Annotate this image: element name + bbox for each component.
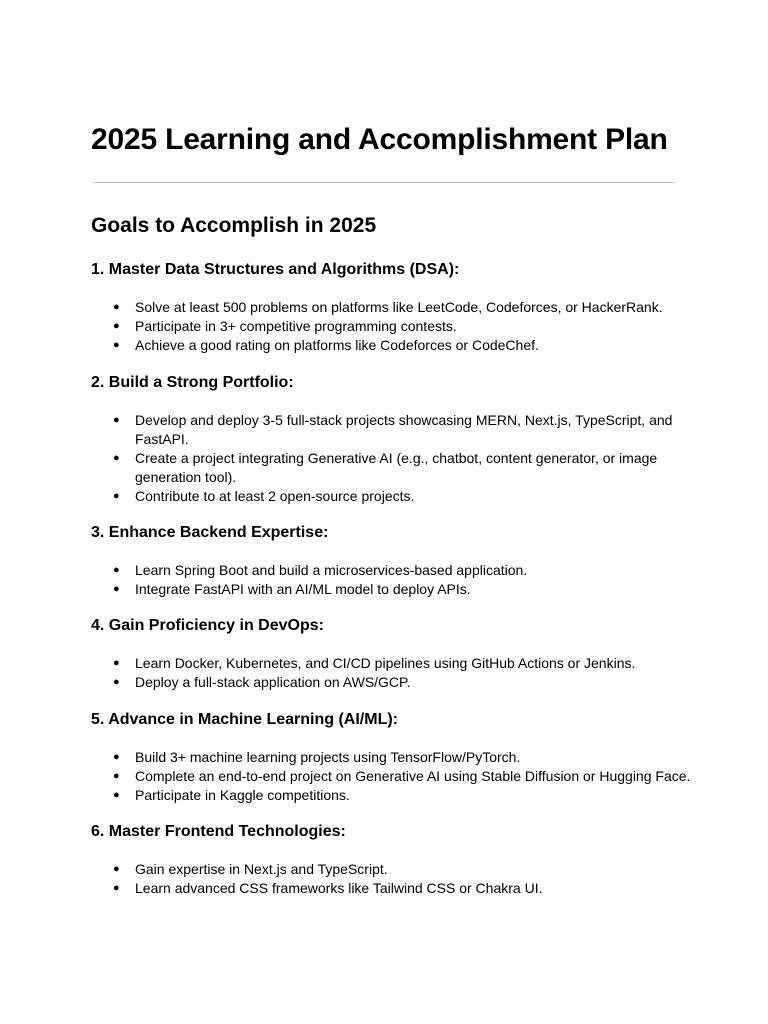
goal-heading: 1. Master Data Structures and Algorithms (DSA): xyxy=(91,261,460,278)
bullet-icon: ● xyxy=(113,751,120,763)
list-item-text: Solve at least 500 problems on platforms like LeetCode, Codeforces, or HackerRank. xyxy=(135,299,663,315)
bullet-icon: ● xyxy=(113,770,120,782)
goal-list xyxy=(91,748,691,805)
document-title: 2025 Learning and Accomplishment Plan xyxy=(91,123,668,156)
goal-list xyxy=(91,561,691,599)
bullet-icon: ● xyxy=(113,789,120,801)
goal-section-devops xyxy=(91,616,691,692)
bullet-icon: ● xyxy=(113,320,120,332)
bullet-icon: ● xyxy=(113,882,120,894)
list-item-text: Integrate FastAPI with an AI/ML model to deploy APIs. xyxy=(135,581,471,597)
goal-section-frontend xyxy=(91,822,691,898)
bullet-icon: ● xyxy=(113,863,120,875)
list-item xyxy=(91,487,695,506)
bullet-icon: ● xyxy=(113,452,120,464)
goal-heading: 6. Master Frontend Technologies: xyxy=(91,823,346,840)
list-item-text: Learn Spring Boot and build a microservices-based application. xyxy=(135,562,528,578)
list-item xyxy=(91,580,695,599)
list-item-text: Complete an end-to-end project on Generative AI using Stable Diffusion or Hugging Face. xyxy=(135,768,691,784)
list-item xyxy=(91,298,695,317)
goal-section-backend xyxy=(91,523,691,599)
list-item-text: Learn advanced CSS frameworks like Tailwind CSS or Chakra UI. xyxy=(135,880,543,896)
bullet-icon: ● xyxy=(113,490,120,502)
list-item xyxy=(91,654,695,673)
list-item-text: Create a project integrating Generative AI (e.g., chatbot, content generator, or image generation tool). xyxy=(135,450,658,485)
goal-heading: 2. Build a Strong Portfolio: xyxy=(91,374,294,391)
goal-section-ml xyxy=(91,710,691,805)
list-item-text: Participate in Kaggle competitions. xyxy=(135,787,350,803)
list-item-text: Contribute to at least 2 open-source projects. xyxy=(135,488,415,504)
list-item-text: Learn Docker, Kubernetes, and CI/CD pipelines using GitHub Actions or Jenkins. xyxy=(135,655,636,671)
section-title: Goals to Accomplish in 2025 xyxy=(91,214,377,237)
list-item xyxy=(91,748,695,767)
goal-list xyxy=(91,654,691,692)
list-item xyxy=(91,561,695,580)
goal-list xyxy=(91,860,691,898)
goal-section-portfolio xyxy=(91,373,691,506)
title-divider xyxy=(94,182,674,183)
list-item-text: Develop and deploy 3-5 full-stack projects showcasing MERN, Next.js, TypeScript, and FastAPI. xyxy=(135,412,673,447)
bullet-icon: ● xyxy=(113,301,120,313)
goal-heading: 5. Advance in Machine Learning (AI/ML): xyxy=(91,711,398,728)
list-item xyxy=(91,317,695,336)
list-item xyxy=(91,860,695,879)
bullet-icon: ● xyxy=(113,414,120,426)
goal-list xyxy=(91,298,691,355)
goal-heading: 4. Gain Proficiency in DevOps: xyxy=(91,617,324,634)
list-item-text: Build 3+ machine learning projects using TensorFlow/PyTorch. xyxy=(135,749,521,765)
list-item-text: Deploy a full-stack application on AWS/GCP. xyxy=(135,674,411,690)
bullet-icon: ● xyxy=(113,339,120,351)
bullet-icon: ● xyxy=(113,564,120,576)
goal-heading: 3. Enhance Backend Expertise: xyxy=(91,524,329,541)
list-item xyxy=(91,879,695,898)
bullet-icon: ● xyxy=(113,583,120,595)
list-item-text: Achieve a good rating on platforms like Codeforces or CodeChef. xyxy=(135,337,539,353)
goal-section-dsa xyxy=(91,260,691,355)
bullet-icon: ● xyxy=(113,657,120,669)
list-item xyxy=(91,449,695,487)
goal-list xyxy=(91,411,691,506)
list-item xyxy=(91,336,695,355)
list-item-text: Participate in 3+ competitive programming contests. xyxy=(135,318,457,334)
list-item xyxy=(91,411,695,449)
list-item xyxy=(91,673,695,692)
list-item xyxy=(91,786,695,805)
list-item-text: Gain expertise in Next.js and TypeScript. xyxy=(135,861,388,877)
bullet-icon: ● xyxy=(113,676,120,688)
list-item xyxy=(91,767,695,786)
